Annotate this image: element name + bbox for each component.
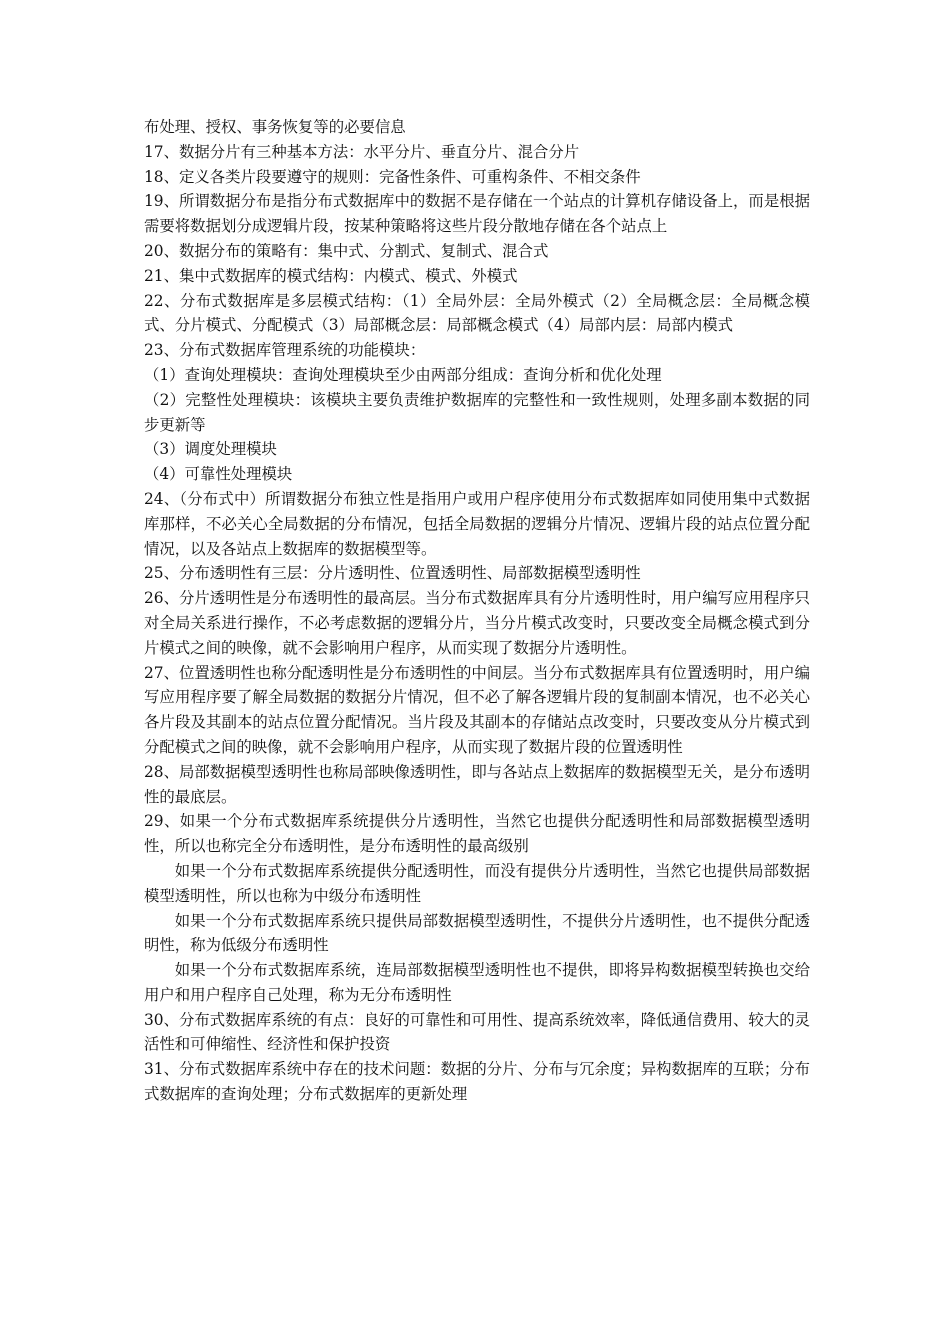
paragraph-item-20: 20、数据分布的策略有：集中式、分割式、复制式、混合式 [144,241,549,260]
paragraph-item-27: 27、位置透明性也称分配透明性是分布透明性的中间层。当分布式数据库具有位置透明时，用户编写应用程序要了解全局数据的数据分片情况，但不必了解各逻辑片段的复制副本情况，也不必关心各片段及其副本的站点位置分配情况。当片段及其副本的存储站点改变时，只要改变从分片模式到分配模式之间的映像，就不会影响用户程序，从而实现了数据片段的位置透明性 [144,663,810,756]
paragraph-item-29-none: 如果一个分布式数据库系统，连局部数据模型透明性也不提供，即将异构数据模型转换也交给用户和用户程序自己处理，称为无分布透明性 [144,961,810,1004]
document-page [144,115,810,1107]
paragraph-item-22: 22、分布式数据库是多层模式结构：（1）全局外层：全局外模式（2）全局概念层：全局概念模式、分片模式、分配模式（3）局部概念层：局部概念模式（4）局部内层：局部内模式 [144,291,810,335]
paragraph-item-17: 17、数据分片有三种基本方法：水平分片、垂直分片、混合分片 [144,142,580,161]
paragraph-item-29-medium: 如果一个分布式数据库系统提供分配透明性，而没有提供分片透明性，当然它也提供局部数据模型透明性，所以也称为中级分布透明性 [144,861,810,905]
paragraph-item-23: 23、分布式数据库管理系统的功能模块： [144,341,426,360]
paragraph-item-23-sub-1: （1）查询处理模块：查询处理模块至少由两部分组成：查询分析和优化处理 [144,365,662,384]
paragraph-continuation: 布处理、授权、事务恢复等的必要信息 [144,118,406,136]
paragraph-item-25: 25、分布透明性有三层：分片透明性、位置透明性、局部数据模型透明性 [144,564,641,583]
paragraph-item-30: 30、分布式数据库系统的有点：良好的可靠性和可用性、提高系统效率，降低通信费用、较大的灵活性和可伸缩性、经济性和保护投资 [144,1010,810,1054]
paragraph-item-23-sub-2: （2）完整性处理模块：该模块主要负责维护数据库的完整性和一致性规则，处理多副本数据的同步更新等 [144,390,810,434]
paragraph-item-23-sub-4: （4）可靠性处理模块 [144,465,293,484]
paragraph-item-31: 31、分布式数据库系统中存在的技术问题：数据的分片、分布与冗余度；异构数据库的互联；分布式数据库的查询处理；分布式数据库的更新处理 [144,1060,810,1104]
paragraph-item-21: 21、集中式数据库的模式结构：内模式、模式、外模式 [144,266,518,285]
paragraph-item-24: 24、（分布式中）所谓数据分布独立性是指用户或用户程序使用分布式数据库如同使用集中式数据库那样，不必关心全局数据的分布情况，包括全局数据的逻辑分片情况、逻辑片段的站点位置分配情况，以及各站点上数据库的数据模型等。 [144,489,810,558]
paragraph-item-18: 18、定义各类片段要遵守的规则：完备性条件、可重构条件、不相交条件 [144,167,641,186]
paragraph-item-29-low: 如果一个分布式数据库系统只提供局部数据模型透明性，不提供分片透明性，也不提供分配透明性，称为低级分布透明性 [144,911,810,955]
paragraph-item-19: 19、所谓数据分布是指分布式数据库中的数据不是存储在一个站点的计算机存储设备上，而是根据需要将数据划分成逻辑片段，按某种策略将这些片段分散地存储在各个站点上 [144,192,810,236]
paragraph-item-26: 26、分片透明性是分布透明性的最高层。当分布式数据库具有分片透明性时，用户编写应用程序只对全局关系进行操作，不必考虑数据的逻辑分片，当分片模式改变时，只要改变全局概念模式到分片模式之间的映像，就不会影响用户程序，从而实现了数据分片透明性。 [144,589,810,657]
paragraph-item-28: 28、局部数据模型透明性也称局部映像透明性，即与各站点上数据库的数据模型无关，是分布透明性的最底层。 [144,762,810,806]
paragraph-item-23-sub-3: （3）调度处理模块 [144,440,277,459]
paragraph-item-29: 29、如果一个分布式数据库系统提供分片透明性，当然它也提供分配透明性和局部数据模型透明性，所以也称完全分布透明性，是分布透明性的最高级别 [144,812,810,856]
